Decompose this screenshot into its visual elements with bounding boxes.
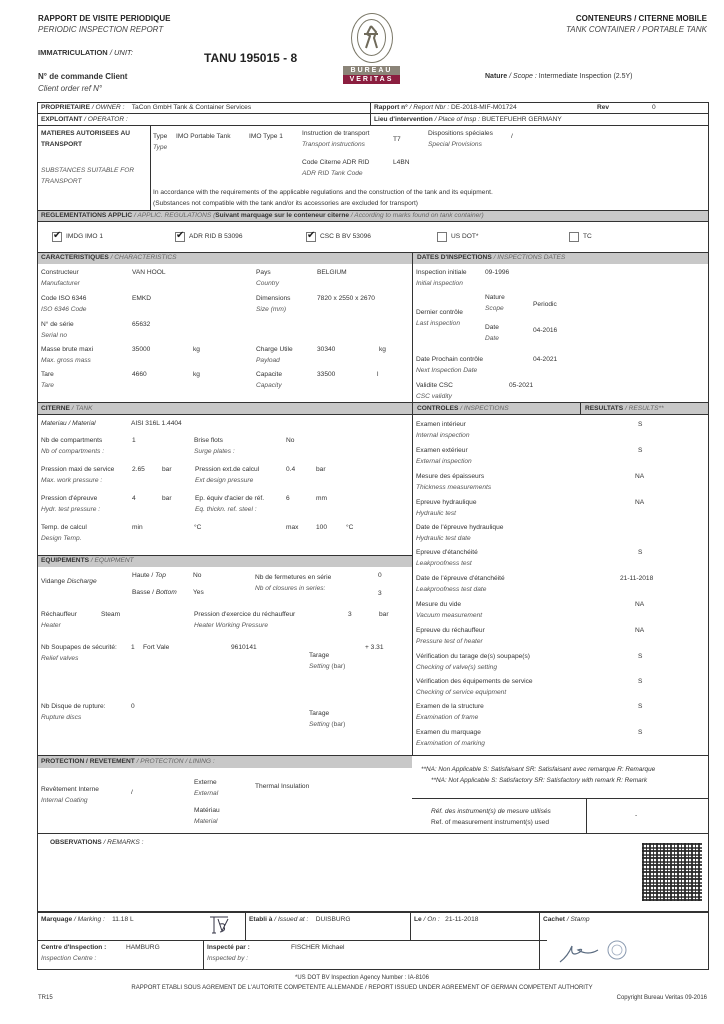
inspection-centre-value: HAMBURG: [126, 944, 160, 951]
closures-label: Nb de fermetures en série Nb of closures in series:: [255, 574, 332, 592]
us-dot-note: *US DOT BV Inspection Agency Number : IA-8106: [295, 975, 429, 981]
copyright: Copyright Bureau Veritas 09-2016: [616, 995, 707, 1001]
coating-material-label: Matériau Material: [194, 807, 220, 825]
inspection-row: Examen du marquage Examination of marking: [416, 729, 485, 747]
eq-thickness-label: Ep. équiv d'acier de réf. Eq. thickn. ref. steel :: [195, 495, 265, 513]
substances-label-fr: MATIERES AUTORISEES AU TRANSPORT: [41, 130, 131, 148]
checkbox-adr-rid-label: ADR RID B 53096: [189, 233, 243, 240]
type-label: Type Type: [153, 133, 168, 151]
next-inspection-value: 04-2021: [533, 356, 558, 363]
inspected-by-value: FISCHER Michael: [291, 944, 345, 951]
gross-mass-label: Masse brute maxi Max. gross mass: [41, 346, 94, 364]
special-provisions-label: Dispositions spéciales Special Provisions: [428, 130, 493, 148]
capacity-unit: l: [377, 371, 379, 378]
instrument-ref-label-fr: Réf. des instrument(s) de mesure utilisés: [431, 808, 551, 815]
max-work-pressure-unit: bar: [162, 466, 172, 473]
compartments-value: 1: [132, 437, 136, 444]
report-number-value: DE-2018-MIF-M01724: [451, 104, 517, 111]
inspection-result: NA: [635, 499, 645, 506]
test-pressure-label: Pression d'épreuve Hydr. test pressure :: [41, 495, 101, 513]
tank-header: CITERNE / TANK: [41, 405, 93, 412]
heater-pressure-value: 3: [348, 611, 352, 618]
scope-label: Nature Scope: [485, 294, 505, 312]
discharge-bottom-value: Yes: [193, 589, 204, 596]
manufacturer-value: VAN HOOL: [132, 269, 166, 276]
scope-value: Intermediate Inspection (2.5Y): [538, 73, 633, 80]
unit-number: TANU 195015 - 8: [204, 51, 298, 65]
last-scope-value: Periodic: [533, 301, 557, 308]
checkbox-adr-rid[interactable]: [175, 232, 185, 242]
inspections-header: CONTROLES / INSPECTIONS: [417, 405, 509, 412]
ext-design-pressure-unit: bar: [316, 466, 326, 473]
marking-value: 11.18 L: [112, 916, 134, 923]
results-legend-fr: **NA: Non Applicable S: Satisfaisant SR: Satisfaisant avec remarque R: Remarque: [421, 766, 656, 773]
heater-pressure-label: Pression d'exercice du réchauffeur Heater Working Pressure: [194, 611, 296, 629]
tare-unit: kg: [193, 371, 200, 378]
inspection-result: S: [638, 729, 643, 736]
inspection-centre-label: Centre d'Inspection : Inspection Centre :: [41, 944, 107, 962]
type-value-1: IMO Portable Tank: [176, 133, 231, 140]
instrument-ref-label-en: Ref. of measurement instrument(s) used: [431, 819, 550, 826]
right-title-en: TANK CONTAINER / PORTABLE TANK: [565, 25, 707, 34]
report-title-fr: RAPPORT DE VISITE PERIODIQUE: [38, 14, 171, 23]
max-work-pressure-value: 2.65: [132, 466, 145, 473]
unit-label: IMMATRICULATION / UNIT:: [38, 48, 134, 57]
discharge-bottom-label: Basse / Bottom: [132, 589, 177, 596]
substances-note-1: In accordance with the requirements of the applicable regulations and the construction of the tank and its equipment.: [153, 189, 493, 196]
checkbox-imdg[interactable]: [52, 232, 62, 242]
relief-valves-maker: Fort Vale: [143, 644, 170, 651]
initial-inspection-label: Inspection initiale Initial inspection: [416, 269, 467, 287]
inspection-row: Examen intérieur Internal inspection: [416, 421, 470, 439]
inspection-result: 21-11-2018: [620, 575, 654, 582]
client-order-label-en: Client order ref N°: [38, 84, 103, 93]
external-coating-label: Externe External: [194, 779, 219, 797]
dimensions-label: Dimensions Size (mm): [256, 295, 291, 313]
heater-pressure-unit: bar: [379, 611, 389, 618]
checkbox-imdg-label: IMDG IMO 1: [66, 233, 103, 240]
checkbox-csc[interactable]: [306, 232, 316, 242]
report-frame: [37, 102, 709, 912]
signature-icon: [558, 938, 628, 968]
inspection-result: S: [638, 678, 643, 685]
report-number-field: Rapport n° / Report Nbr : DE-2018-MIF-M01724: [374, 104, 517, 111]
csc-validity-label: Validite CSC CSC validity: [416, 382, 453, 400]
rev-label: Rev: [597, 104, 610, 111]
stamp-label: Cachet / Stamp: [543, 916, 590, 923]
checkbox-us-dot-label: US DOT*: [451, 233, 479, 240]
special-provisions-value: /: [511, 133, 513, 140]
compartments-label: Nb de compartments Nb of compartments :: [41, 437, 105, 455]
relief-valves-ref: 9610141: [231, 644, 257, 651]
inspection-result: NA: [635, 601, 645, 608]
test-pressure-unit: bar: [162, 495, 172, 502]
checkbox-us-dot[interactable]: [437, 232, 447, 242]
results-header: RESULTATS / RESULTS**: [585, 405, 664, 412]
design-temp-max-value: 100: [316, 524, 328, 531]
checkbox-tc[interactable]: [569, 232, 579, 242]
operator-field: EXPLOITANT / OPERATOR :: [41, 116, 128, 123]
tare-label: Tare Tare: [41, 371, 54, 389]
discharge-top-value: No: [193, 572, 202, 579]
results-legend-en: **NA: Not Applicable S: Satisfactory SR: Satisfactory with remark R: Remark: [431, 777, 648, 784]
owner-value: TaCon GmbH Tank & Container Services: [131, 104, 252, 111]
inspection-row: Mesure du vide Vacuum measurement: [416, 601, 483, 619]
inspection-row: Date de l'épreuve d'étanchéité Leakproofness test date: [416, 575, 505, 593]
relief-valves-count: 1: [131, 644, 135, 651]
disc-setting-label: Tarage Setting (bar): [309, 710, 346, 728]
last-date-label: Date Date: [485, 324, 499, 342]
max-work-pressure-label: Pression maxi de service Max. work pressure :: [41, 466, 115, 484]
external-coating-value: Thermal Insulation: [255, 783, 310, 790]
ext-design-pressure-value: 0.4: [286, 466, 296, 473]
surge-plates-value: No: [286, 437, 295, 444]
issued-on-value: 21-11-2018: [445, 916, 479, 923]
inspection-result: S: [638, 653, 643, 660]
csc-validity-value: 05-2021: [509, 382, 534, 389]
gross-mass-unit: kg: [193, 346, 200, 353]
checkbox-tc-label: TC: [583, 233, 592, 240]
discharge-label: Vidange Discharge: [41, 578, 97, 585]
regulations-header: REGLEMENTATIONS APPLIC / APPLIC. REGULATIONS (Suivant marquage sur le conteneur citerne / According to marks found on tank container): [41, 212, 484, 219]
next-inspection-label: Date Prochain contrôle Next Inspection Date: [416, 356, 484, 374]
bv-marking-symbol-icon: [208, 915, 230, 937]
place-field: Lieu d'intervention / Place of Insp : BUETEFUEHR GERMANY: [374, 116, 562, 123]
checkbox-csc-label: CSC B BV 53096: [320, 233, 371, 240]
last-date-value: 04-2016: [533, 327, 558, 334]
design-temp-max-unit: °C: [346, 524, 354, 531]
right-title-fr: CONTENEURS / CITERNE MOBILE: [575, 14, 707, 23]
capacity-label: Capacite Capacity: [256, 371, 283, 389]
rupture-discs-label: Nb Disque de rupture: Rupture discs: [41, 703, 106, 721]
inspection-result: NA: [635, 473, 645, 480]
inspection-dates-header: DATES D'INSPECTIONS / INSPECTIONS DATES: [417, 254, 566, 261]
design-temp-max-label: max: [286, 524, 299, 531]
owner-field: PROPRIETAIRE / OWNER : TaCon GmbH Tank & Container Services: [41, 104, 252, 111]
inspection-result: S: [638, 549, 643, 556]
manufacturer-label: Constructeur Manufacturer: [41, 269, 80, 287]
last-inspection-label: Dernier contrôle Last inspection: [416, 309, 463, 327]
heater-value: Steam: [101, 611, 121, 618]
internal-coating-label: Revêtement Interne Internal Coating: [41, 786, 99, 804]
country-label: Pays Country: [256, 269, 280, 287]
qr-code-icon: [642, 843, 702, 901]
inspection-row: Mesure des épaisseurs Thickness measurements: [416, 473, 492, 491]
logo-text-veritas: VERITAS: [343, 75, 400, 84]
equipment-header: EQUIPEMENTS / EQUIPMENT: [41, 557, 134, 564]
inspection-result: NA: [635, 627, 645, 634]
serial-label: N° de série Serial no: [41, 321, 74, 339]
rev-value: 0: [652, 104, 656, 111]
inspection-row: Epreuve hydraulique Hydraulic test: [416, 499, 477, 517]
inspection-row: Vérification du tarage de(s) soupape(s) Checking of valve(s) setting: [416, 653, 530, 671]
initial-inspection-value: 09-1996: [485, 269, 510, 276]
characteristics-header: CARACTERISTIQUES / CHARACTERISTICS: [41, 254, 177, 261]
inspection-row: Examen de la structure Examination of frame: [416, 703, 484, 721]
payload-value: 30340: [317, 346, 336, 353]
valve-setting-value: + 3.31: [365, 644, 384, 651]
report-title-en: PERIODIC INSPECTION REPORT: [38, 25, 164, 34]
type-value-2: IMO Type 1: [249, 133, 283, 140]
country-value: BELGIUM: [317, 269, 347, 276]
inspection-row: Date de l'épreuve hydraulique Hydraulic test date: [416, 524, 504, 542]
inspection-result: S: [638, 421, 643, 428]
inspection-row: Epreuve d'étanchéité Leakproofness test: [416, 549, 478, 567]
inspection-result: S: [638, 703, 643, 710]
instrument-ref-value: -: [635, 812, 638, 819]
tank-material-label: Materiau / Material: [41, 420, 96, 427]
transport-instruction-label: Instruction de transport Transport instructions: [302, 130, 370, 148]
valve-setting-label: Tarage Setting (bar): [309, 652, 346, 670]
transport-instruction-value: T7: [393, 136, 401, 143]
iso-code-value: EMKD: [132, 295, 152, 302]
issued-at-value: DUISBURG: [315, 916, 351, 923]
form-code: TR15: [38, 995, 53, 1001]
closures-top-value: 0: [378, 572, 382, 579]
marking-field: Marquage / Marking : 11.18 L: [41, 916, 134, 923]
payload-label: Charge Utile Payload: [256, 346, 293, 364]
design-temp-label: Temp. de calcul Design Temp.: [41, 524, 87, 542]
serial-value: 65632: [132, 321, 151, 328]
issued-at-field: Etabli à / Issued at : DUISBURG: [249, 916, 351, 923]
capacity-value: 33500: [317, 371, 336, 378]
inspected-by-label: Inspecté par : Inspected by :: [207, 944, 250, 962]
surge-plates-label: Brise flots Surge plates :: [194, 437, 235, 455]
payload-unit: kg: [379, 346, 386, 353]
client-order-label-fr: N° de commande Client: [38, 72, 128, 81]
agreement-note: RAPPORT ETABLI SOUS AGREMENT DE L'AUTORITE COMPETENTE ALLEMANDE / REPORT ISSUED UNDER AGREEMENT OF GERMAN COMPETENT AUTHORITY: [131, 985, 593, 991]
relief-valves-label: Nb Soupapes de sécurité: Relief valves: [41, 644, 117, 662]
internal-coating-value: /: [131, 789, 133, 796]
discharge-top-label: Haute / Top: [132, 572, 166, 579]
closures-bottom-value: 3: [378, 590, 382, 597]
substances-label-en: SUBSTANCES SUITABLE FOR TRANSPORT: [41, 167, 135, 185]
scope-field: Nature / Scope : Intermediate Inspection (2.5Y): [485, 73, 633, 80]
gross-mass-value: 35000: [132, 346, 151, 353]
test-pressure-value: 4: [132, 495, 136, 502]
tank-material-value: AISI 316L 1.4404: [131, 420, 182, 427]
logo-seal-icon: [351, 13, 393, 63]
inspection-row: Vérification des équipements de service Checking of service equipment: [416, 678, 533, 696]
tare-value: 4660: [132, 371, 147, 378]
adr-tank-code-value: L4BN: [393, 159, 410, 166]
inspection-row: Examen extérieur External inspection: [416, 447, 472, 465]
design-temp-min-unit: °C: [194, 524, 202, 531]
iso-code-label: Code ISO 6346 ISO 6346 Code: [41, 295, 87, 313]
remarks-label: OBSERVATIONS / REMARKS :: [50, 839, 144, 846]
rupture-discs-value: 0: [131, 703, 135, 710]
inspection-row: Epreuve du réchauffeur Pressure test of heater: [416, 627, 485, 645]
protection-header: PROTECTION / REVETEMENT / PROTECTION / LINING :: [41, 758, 215, 765]
adr-tank-code-label: Code Citerne ADR RID ADR RID Tank Code: [302, 159, 370, 177]
design-temp-min-label: min: [132, 524, 143, 531]
ext-design-pressure-label: Pression ext.de calcul Ext design pressure: [195, 466, 260, 484]
eq-thickness-unit: mm: [316, 495, 327, 502]
dimensions-value: 7820 x 2550 x 2670: [317, 295, 375, 302]
place-value: BUETEFUEHR GERMANY: [481, 116, 562, 123]
logo-text-bureau: BUREAU: [343, 66, 400, 75]
inspection-result: S: [638, 447, 643, 454]
eq-thickness-value: 6: [286, 495, 290, 502]
substances-note-2: (Substances not compatible with the tank and/or its accessories are excluded for transport): [153, 200, 418, 207]
heater-label: Réchauffeur Heater: [41, 611, 77, 629]
issued-on-field: Le / On : 21-11-2018: [414, 916, 479, 923]
